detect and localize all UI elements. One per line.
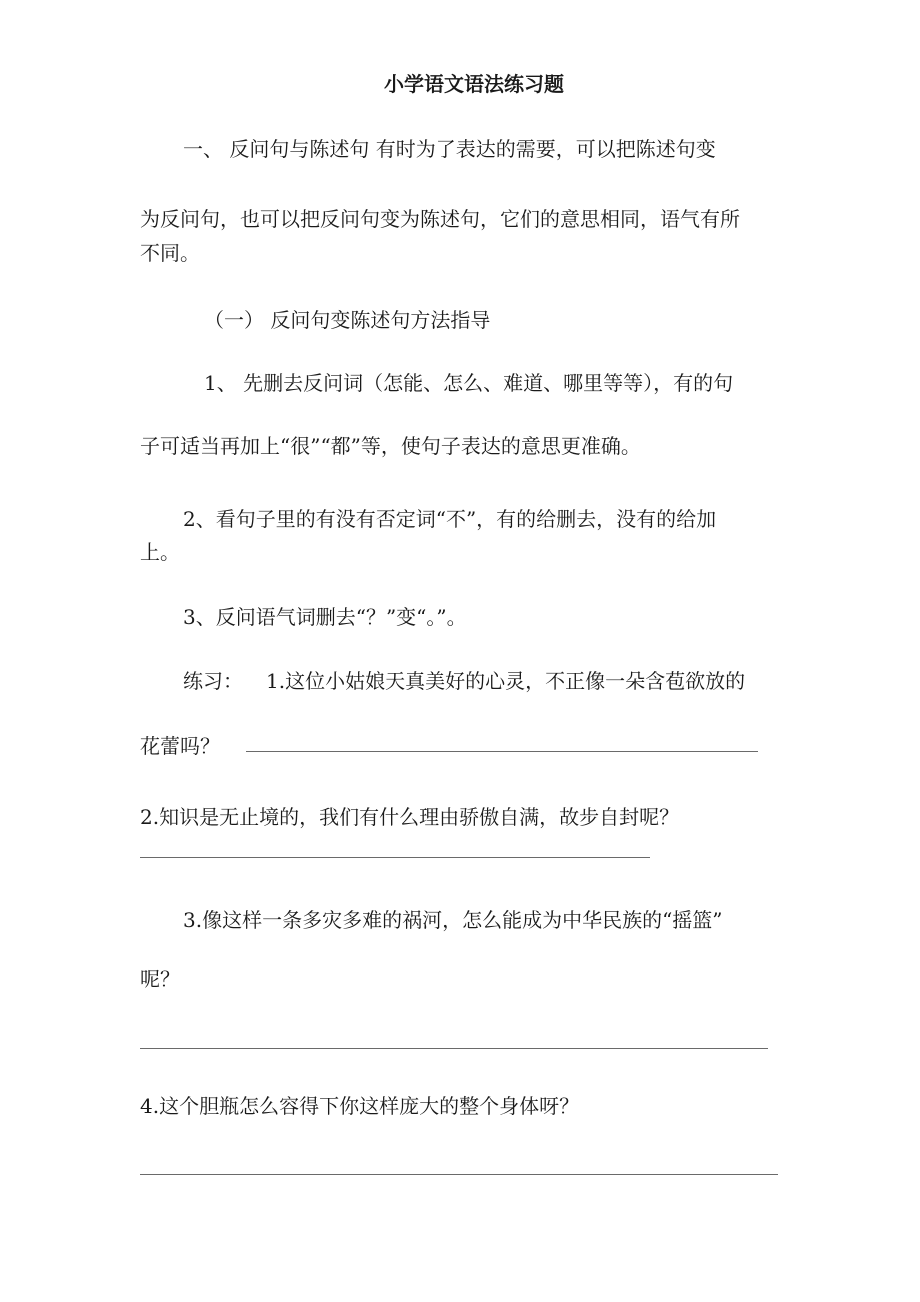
answer-line-1[interactable] [246, 751, 758, 752]
method-1-line: 子可适当再加上“很”“都”等，使句子表达的意思更准确。 [140, 434, 641, 458]
intro-line: 不同。 [140, 241, 200, 265]
exercise-1-line: 1.这位小姑娘天真美好的心灵，不正像一朵含苞欲放的 [266, 669, 746, 693]
intro-line: 为反问句，也可以把反问句变为陈述句，它们的意思相同，语气有所 [140, 207, 740, 231]
section-heading: （一） 反问句变陈述句方法指导 [204, 308, 491, 332]
exercise-4: 4.这个胆瓶怎么容得下你这样庞大的整个身体呀？ [140, 1094, 580, 1118]
method-1-line: 1、 先删去反问词（怎能、怎么、难道、哪里等等），有的句 [204, 371, 734, 395]
method-2-line: 2、看句子里的有没有否定词“不”，有的给删去，没有的给加 [183, 507, 717, 531]
exercise-3-line: 3.像这样一条多灾多难的祸河，怎么能成为中华民族的“摇篮” [183, 908, 723, 932]
exercise-1-line: 花蕾吗？ [140, 734, 220, 758]
answer-line-2[interactable] [140, 857, 650, 858]
method-3: 3、反问语气词删去“？”变“。”。 [183, 605, 467, 629]
intro-line: 一、 反问句与陈述句 有时为了表达的需要，可以把陈述句变 [183, 137, 716, 161]
exercise-3-line: 呢？ [140, 967, 180, 991]
page-title: 小学语文语法练习题 [384, 72, 564, 96]
exercise-2: 2.知识是无止境的，我们有什么理由骄傲自满，故步自封呢？ [140, 805, 680, 829]
exercise-label: 练习： [183, 669, 243, 693]
answer-line-4[interactable] [140, 1174, 778, 1175]
method-2-line: 上。 [140, 540, 180, 564]
answer-line-3[interactable] [140, 1048, 768, 1049]
